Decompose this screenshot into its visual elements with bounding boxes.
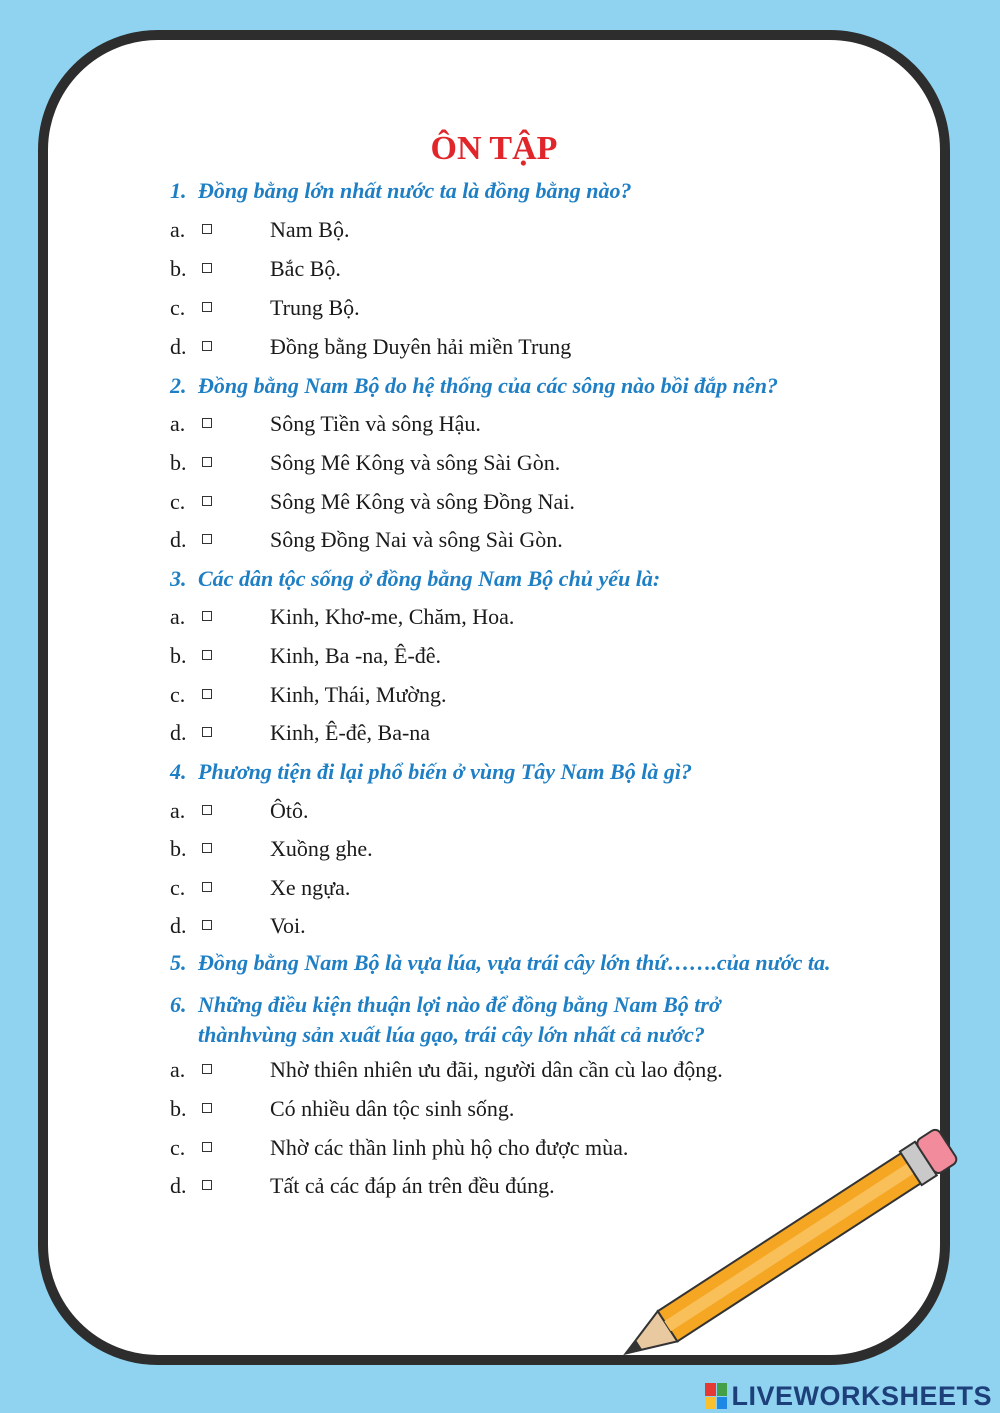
option-3b[interactable]: b. Kinh, Ba -na, Ê-đê. <box>170 643 442 668</box>
option-6c[interactable]: c. Nhờ các thần linh phù hộ cho được mùa. <box>170 1135 629 1160</box>
question-2: 2. Đồng bằng Nam Bộ do hệ thống của các sông nào bồi đắp nên? <box>170 373 779 398</box>
option-6b[interactable]: b. Có nhiều dân tộc sinh sống. <box>170 1096 515 1121</box>
option-2a[interactable]: a. Sông Tiền và sông Hậu. <box>170 411 481 436</box>
option-3c[interactable]: c. Kinh, Thái, Mường. <box>170 682 447 707</box>
checkbox[interactable] <box>202 843 212 853</box>
pencil-icon <box>585 1120 985 1380</box>
option-1c[interactable]: c. Trung Bộ. <box>170 295 360 320</box>
question-5: 5. Đồng bằng Nam Bộ là vựa lúa, vựa trái cây lớn thứ…….của nước ta. <box>170 950 831 975</box>
option-2b[interactable]: b. Sông Mê Kông và sông Sài Gòn. <box>170 450 561 475</box>
option-1b[interactable]: b. Bắc Bộ. <box>170 256 341 281</box>
option-2d[interactable]: d. Sông Đồng Nai và sông Sài Gòn. <box>170 527 563 552</box>
checkbox[interactable] <box>202 920 212 930</box>
option-4a[interactable]: a. Ôtô. <box>170 798 309 823</box>
checkbox[interactable] <box>202 302 212 312</box>
option-4d[interactable]: d. Voi. <box>170 913 306 938</box>
option-6a[interactable]: a. Nhờ thiên nhiên ưu đãi, người dân cần cù lao động. <box>170 1057 723 1082</box>
checkbox[interactable] <box>202 224 212 234</box>
option-3d[interactable]: d. Kinh, Ê-đê, Ba-na <box>170 720 431 745</box>
checkbox[interactable] <box>202 418 212 428</box>
checkbox[interactable] <box>202 650 212 660</box>
logo-mark-icon <box>705 1383 727 1409</box>
question-1: 1. Đồng bằng lớn nhất nước ta là đồng bằng nào? <box>170 178 632 203</box>
option-2c[interactable]: c. Sông Mê Kông và sông Đồng Nai. <box>170 489 575 514</box>
option-1d[interactable]: d. Đồng bằng Duyên hải miền Trung <box>170 334 572 359</box>
option-6d[interactable]: d. Tất cả các đáp án trên đều đúng. <box>170 1173 555 1198</box>
option-4c[interactable]: c. Xe ngựa. <box>170 875 351 900</box>
checkbox[interactable] <box>202 1103 212 1113</box>
question-3: 3. Các dân tộc sống ở đồng bằng Nam Bộ chủ yếu là: <box>170 566 661 591</box>
checkbox[interactable] <box>202 882 212 892</box>
checkbox[interactable] <box>202 341 212 351</box>
question-6: 6. Những điều kiện thuận lợi nào để đồng bằng Nam Bộ trở thànhvùng sản xuất lúa gạo, trái cây lớn nhất cả nước? <box>170 992 721 1047</box>
option-3a[interactable]: a. Kinh, Khơ-me, Chăm, Hoa. <box>170 604 515 629</box>
page-title: ÔN TẬP <box>430 130 558 167</box>
checkbox[interactable] <box>202 689 212 699</box>
option-4b[interactable]: b. Xuồng ghe. <box>170 836 373 861</box>
checkbox[interactable] <box>202 727 212 737</box>
liveworksheets-logo: LIVEWORKSHEETS <box>705 1381 992 1411</box>
checkbox[interactable] <box>202 496 212 506</box>
option-1a[interactable]: a. Nam Bộ. <box>170 217 350 242</box>
question-4: 4. Phương tiện đi lại phổ biến ở vùng Tây Nam Bộ là gì? <box>170 759 692 784</box>
checkbox[interactable] <box>202 805 212 815</box>
checkbox[interactable] <box>202 457 212 467</box>
checkbox[interactable] <box>202 263 212 273</box>
checkbox[interactable] <box>202 611 212 621</box>
checkbox[interactable] <box>202 1064 212 1074</box>
checkbox[interactable] <box>202 1142 212 1152</box>
checkbox[interactable] <box>202 534 212 544</box>
checkbox[interactable] <box>202 1180 212 1190</box>
